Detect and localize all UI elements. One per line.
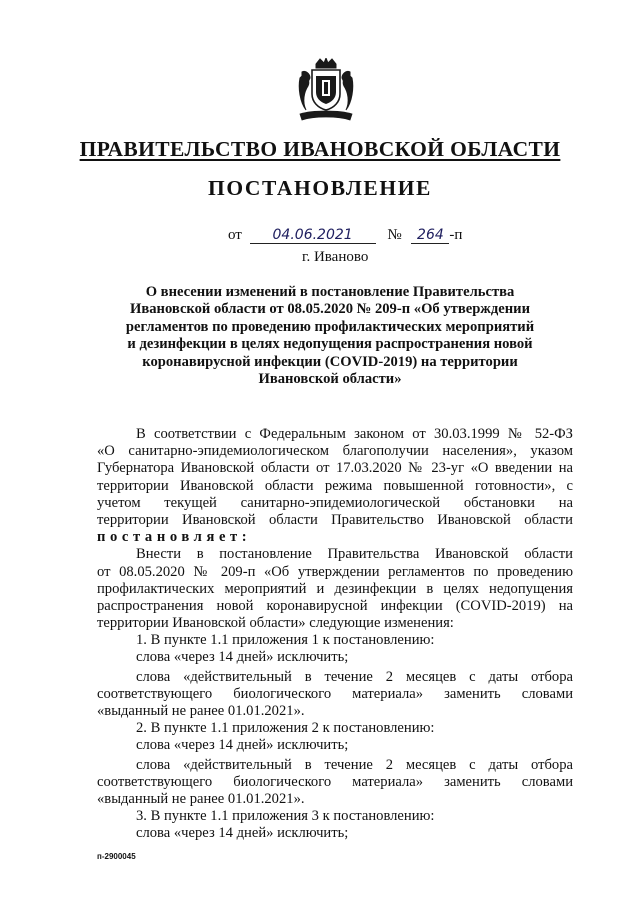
subject-line: Ивановской области от 08.05.2020 № 209-п «Об утверждении (130, 301, 530, 318)
document-body (97, 426, 573, 843)
city: г. Иваново (302, 249, 369, 265)
subject-line: Ивановской области» (258, 371, 402, 388)
body-line: соответствующего биологического материала» заменить словами (97, 773, 573, 790)
body-line: слова «через 14 дней» исключить; (136, 825, 349, 842)
body-line: «выданный не ранее 01.01.2021». (97, 790, 305, 807)
from-label: от (228, 227, 242, 243)
body-line: слова «через 14 дней» исключить; (136, 737, 349, 754)
amendment-item-1: 1. В пункте 1.1 приложения 1 к постановлению: (136, 632, 435, 649)
government-title: ПРАВИТЕЛЬСТВО ИВАНОВСКОЙ ОБЛАСТИ (79, 137, 561, 161)
amendment-item-3: 3. В пункте 1.1 приложения 3 к постановлению: (136, 808, 435, 825)
date-number-line (228, 227, 462, 249)
body-line: учетом текущей санитарно-эпидемиологической обстановки на (97, 494, 573, 511)
body-line: Внести в постановление Правительства Ивановской области (136, 546, 573, 563)
body-line: территории Ивановской области» следующие изменения: (97, 615, 454, 632)
body-line: «выданный не ранее 01.01.2021». (97, 703, 305, 719)
amendment-item-2: 2. В пункте 1.1 приложения 2 к постановлению: (136, 720, 435, 737)
document-code: п-2900045 (97, 852, 136, 861)
body-line: слова «через 14 дней» исключить; (136, 649, 349, 666)
body-line: слова «действительный в течение 2 месяцев с даты отбора (136, 668, 573, 685)
subject-line: О внесении изменений в постановление Правительства (145, 284, 515, 300)
subject-line: и дезинфекции в целях недопущения распространения новой (127, 336, 533, 353)
coat-of-arms-icon (296, 58, 356, 124)
body-line: профилактических мероприятий и дезинфекции в целях недопущения (97, 580, 573, 597)
body-line: соответствующего биологического материала» заменить словами (97, 685, 573, 702)
body-line: распространения новой коронавирусной инфекции (COVID-2019) на (97, 597, 573, 614)
body-line: от 08.05.2020 № 209-п «Об утверждении регламентов по проведению (97, 563, 573, 580)
subject-heading (120, 284, 540, 388)
handwritten-date: 04.06.2021 (250, 227, 376, 244)
resolves-word: постановляет: (97, 529, 252, 546)
document-type: ПОСТАНОВЛЕНИЕ (208, 176, 432, 200)
body-line: территории Ивановской области Правительство Ивановской области (97, 511, 573, 528)
subject-line: регламентов по проведению профилактических мероприятий (125, 318, 535, 335)
number-label: № (387, 227, 402, 243)
number-suffix: -п (449, 227, 463, 243)
body-line: В соответствии с Федеральным законом от 30.03.1999 № 52-ФЗ (136, 426, 573, 442)
handwritten-number: 264 (411, 227, 449, 244)
subject-line: коронавирусной инфекции (COVID-2019) на территории (142, 353, 518, 370)
body-line: Губернатора Ивановской области от 17.03.2020 № 23-уг «О введении на (97, 460, 573, 477)
body-line: территории Ивановской области режима повышенной готовности», с (97, 477, 573, 494)
body-line: слова «действительный в течение 2 месяцев с даты отбора (136, 756, 573, 773)
body-line: «О санитарно-эпидемиологическом благополучии населения», указом (97, 443, 573, 460)
